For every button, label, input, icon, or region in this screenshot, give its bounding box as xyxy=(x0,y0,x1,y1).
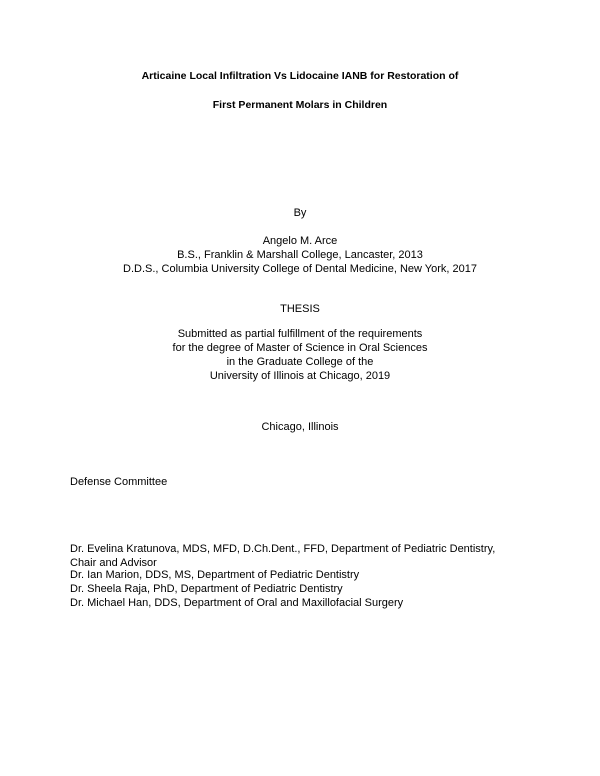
author-degree-bs: B.S., Franklin & Marshall College, Lancaster, 2013 xyxy=(177,249,423,261)
title-line-1: Articaine Local Infiltration Vs Lidocaine IANB for Restoration of xyxy=(141,70,459,82)
committee-member-1: Dr. Evelina Kratunova, MDS, MFD, D.Ch.Dent., FFD, Department of Pediatric Dentistry, xyxy=(70,543,496,555)
submission-line-3: in the Graduate College of the xyxy=(226,356,374,368)
submission-line-1: Submitted as partial fulfillment of the requirements xyxy=(177,328,423,340)
submission-line-4: University of Illinois at Chicago, 2019 xyxy=(209,370,391,382)
author-name: Angelo M. Arce xyxy=(262,235,338,247)
title-line-2: First Permanent Molars in Children xyxy=(212,99,388,111)
committee-member-1-role: Chair and Advisor xyxy=(70,557,157,569)
thesis-label: THESIS xyxy=(280,303,320,315)
committee-heading: Defense Committee xyxy=(70,476,168,488)
committee-member-2: Dr. Ian Marion, DDS, MS, Department of Pediatric Dentistry xyxy=(70,569,360,581)
submission-line-2: for the degree of Master of Science in Oral Sciences xyxy=(172,342,428,354)
by-label: By xyxy=(293,207,307,219)
committee-member-4: Dr. Michael Han, DDS, Department of Oral and Maxillofacial Surgery xyxy=(70,597,404,609)
committee-member-3: Dr. Sheela Raja, PhD, Department of Pediatric Dentistry xyxy=(70,583,343,595)
author-degree-dds: D.D.S., Columbia University College of Dental Medicine, New York, 2017 xyxy=(123,263,477,275)
location: Chicago, Illinois xyxy=(261,421,339,433)
